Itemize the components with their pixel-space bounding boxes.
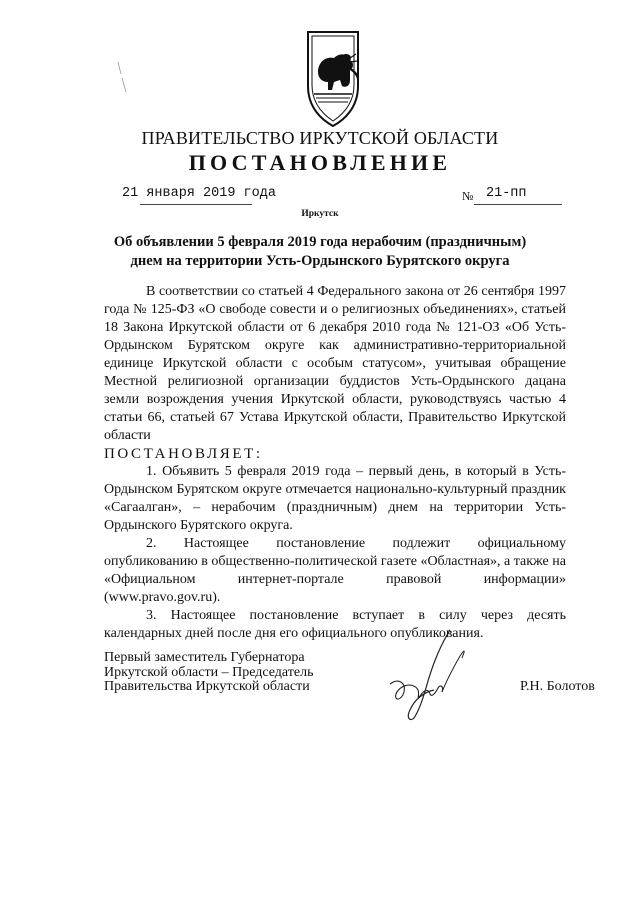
date-underline — [140, 204, 252, 205]
document-body — [104, 283, 566, 643]
resolves-heading: ПОСТАНОВЛЯЕТ: — [104, 446, 263, 462]
item-2-paragraph: 2. Настоящее постановление подлежит официальному опубликованию в общественно-политической газете «Областная», а также на «Официальном интернет-портале правовой информации» (www.pravo.gov.ru). — [104, 536, 566, 605]
title-line-2: днем на территории Усть-Ордынского Бурятского округа — [130, 253, 510, 269]
number-underline — [474, 204, 562, 205]
document-number: 21-пп — [486, 186, 527, 201]
handwritten-signature-icon — [380, 626, 480, 726]
document-date: 21 января 2019 года — [122, 186, 276, 201]
irkutsk-coat-of-arms-icon — [300, 28, 366, 128]
document-type: ПОСТАНОВЛЕНИЕ — [188, 150, 452, 175]
title-line-1: Об объявлении 5 февраля 2019 года нерабочим (праздничным) — [113, 234, 527, 250]
signer-position — [104, 651, 313, 695]
item-3-paragraph: 3. Настоящее постановление вступает в силу через десять календарных дней после дня его официального опубликования. — [104, 608, 566, 641]
signer-position-line-2: Иркутской области – Председатель — [104, 664, 314, 680]
signer-position-line-1: Первый заместитель Губернатора — [104, 650, 305, 665]
item-1-paragraph: 1. Объявить 5 февраля 2019 года – первый день, в который в Усть-Ордынском Бурятском округе отмечается национально-культурный праздник «Сагаалган», – нерабочим (праздничным) днем на территории Усть-Ордынского Бурятского округа. — [104, 464, 566, 533]
document-title — [100, 233, 540, 271]
number-sign: № — [462, 189, 474, 203]
signer-name: Р.Н. Болотов — [520, 679, 595, 694]
government-name: ПРАВИТЕЛЬСТВО ИРКУТСКОЙ ОБЛАСТИ — [141, 128, 499, 148]
signer-position-line-3: Правительства Иркутской области — [104, 679, 310, 694]
preamble-paragraph: В соответствии со статьей 4 Федерального закона от 26 сентября 1997 года № 125-ФЗ «О свободе совести и о религиозных объединениях», статьей 18 Закона Иркутской области от 6 декабря 2010 года № 121-ОЗ «Об Усть-Ордынском Бурятском округе как административно-территориальной единице Иркутской области с особым статусом», учитывая обращение Местной религиозной организации буддистов Усть-Ордынского дацана земли возрождения учения Иркутской области, руководствуясь частью 4 статьи 66, статьей 67 Устава Иркутской области, Правительство Иркутской области — [104, 284, 566, 443]
scan-mark-icon — [116, 60, 128, 94]
city-name: Иркутск — [301, 209, 339, 219]
